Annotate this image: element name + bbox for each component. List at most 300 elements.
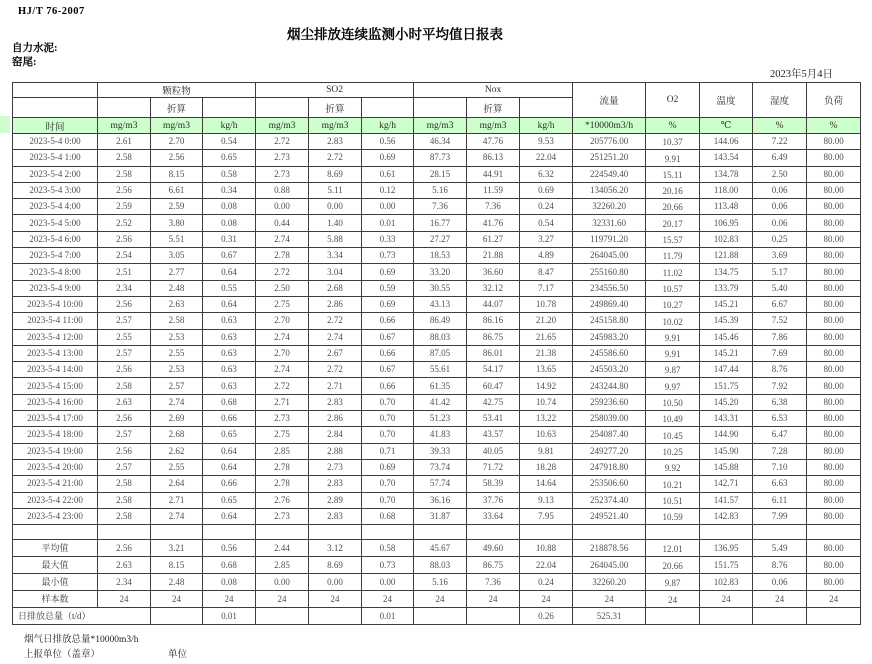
value-cell: 2.58 (98, 492, 151, 508)
time-cell: 2023-5-4 1:00 (13, 150, 98, 166)
spacer-row (13, 525, 861, 540)
header-pm-converted: 折算 (151, 98, 203, 118)
time-cell: 2023-5-4 4:00 (13, 199, 98, 215)
value-cell: 2.52 (98, 215, 151, 231)
value-cell: 80.00 (807, 231, 861, 247)
unit-cell: kg/h (520, 118, 573, 134)
value-cell: 11.79 (646, 248, 700, 264)
value-cell: 7.95 (520, 508, 573, 524)
value-cell: 37.76 (467, 492, 520, 508)
value-cell: 0.26 (520, 608, 573, 625)
value-cell: 0.00 (256, 574, 309, 591)
value-cell: 80.00 (807, 508, 861, 524)
value-cell: 145.20 (700, 394, 753, 410)
value-cell: 0.69 (520, 182, 573, 198)
value-cell: 80.00 (807, 296, 861, 312)
value-cell: 5.16 (414, 182, 467, 198)
value-cell: 2.57 (98, 459, 151, 475)
value-cell: 80.00 (807, 443, 861, 459)
value-cell: 2.73 (256, 508, 309, 524)
value-cell: 7.10 (753, 459, 807, 475)
value-cell: 234556.50 (573, 280, 646, 296)
value-cell: 2.59 (98, 199, 151, 215)
value-cell: 245503.20 (573, 362, 646, 378)
value-cell: 205776.00 (573, 134, 646, 150)
value-cell: 30.55 (414, 280, 467, 296)
value-cell: 247918.80 (573, 459, 646, 475)
value-cell: 27.27 (414, 231, 467, 247)
value-cell: 5.40 (753, 280, 807, 296)
value-cell: 0.68 (362, 508, 414, 524)
value-cell: 12.01 (646, 540, 700, 557)
value-cell: 0.00 (256, 199, 309, 215)
value-cell: 41.42 (414, 394, 467, 410)
value-cell: 54.17 (467, 362, 520, 378)
value-cell: 0.66 (362, 345, 414, 361)
value-cell: 6.11 (753, 492, 807, 508)
value-cell: 0.69 (362, 459, 414, 475)
value-cell: 24 (414, 591, 467, 608)
value-cell: 2.59 (151, 199, 203, 215)
value-cell: 0.63 (203, 313, 256, 329)
empty-cell (573, 525, 646, 540)
value-cell: 24 (467, 591, 520, 608)
value-cell: 2.50 (256, 280, 309, 296)
value-cell: 264045.00 (573, 557, 646, 574)
value-cell: 60.47 (467, 378, 520, 394)
value-cell: 80.00 (807, 427, 861, 443)
value-cell: 2.83 (309, 134, 362, 150)
unit-cell: % (646, 118, 700, 134)
value-cell: 0.67 (362, 329, 414, 345)
header-empty-cell (13, 83, 98, 98)
header-pm: 颗粒物 (98, 83, 256, 98)
time-cell: 2023-5-4 20:00 (13, 459, 98, 475)
value-cell: 3.34 (309, 248, 362, 264)
value-cell: 32260.20 (573, 199, 646, 215)
value-cell: 43.57 (467, 427, 520, 443)
unit-label: 单位 (168, 650, 188, 660)
value-cell: 2.74 (151, 508, 203, 524)
value-cell: 2.56 (98, 443, 151, 459)
value-cell: 53.41 (467, 411, 520, 427)
value-cell: 145.21 (700, 296, 753, 312)
empty-cell (467, 525, 520, 540)
value-cell: 2.69 (151, 411, 203, 427)
value-cell: 10.51 (646, 492, 700, 508)
flue-gas-total-label: 烟气日排放总量*10000m3/h (24, 635, 139, 645)
value-cell: 0.61 (362, 166, 414, 182)
value-cell (309, 608, 362, 625)
value-cell: 32260.20 (573, 574, 646, 591)
value-cell: 86.13 (467, 150, 520, 166)
value-cell: 2.89 (309, 492, 362, 508)
value-cell: 134.78 (700, 166, 753, 182)
summary-label: 样本数 (13, 591, 98, 608)
value-cell: 87.05 (414, 345, 467, 361)
standard-code: HJ/T 76-2007 (18, 6, 85, 17)
value-cell: 16.77 (414, 215, 467, 231)
empty-cell (362, 525, 414, 540)
value-cell: 2.71 (256, 394, 309, 410)
value-cell: 24 (520, 591, 573, 608)
value-cell: 4.89 (520, 248, 573, 264)
value-cell: 20.17 (646, 215, 700, 231)
value-cell: 24 (700, 591, 753, 608)
value-cell: 113.48 (700, 199, 753, 215)
value-cell: 24 (753, 591, 807, 608)
value-cell: 6.47 (753, 427, 807, 443)
value-cell: 2.88 (309, 443, 362, 459)
value-cell: 9.53 (520, 134, 573, 150)
time-cell: 2023-5-4 17:00 (13, 411, 98, 427)
value-cell: 80.00 (807, 199, 861, 215)
value-cell: 13.22 (520, 411, 573, 427)
unit-cell: kg/h (362, 118, 414, 134)
empty-cell (807, 525, 861, 540)
header-group-row (13, 83, 861, 98)
value-cell: 9.87 (646, 362, 700, 378)
time-cell: 2023-5-4 16:00 (13, 394, 98, 410)
value-cell: 3.04 (309, 264, 362, 280)
value-cell: 10.37 (646, 134, 700, 150)
value-cell: 254087.40 (573, 427, 646, 443)
value-cell: 251251.20 (573, 150, 646, 166)
time-cell: 2023-5-4 0:00 (13, 134, 98, 150)
hour-row (13, 443, 861, 459)
hour-row (13, 378, 861, 394)
hour-row (13, 215, 861, 231)
value-cell: 11.59 (467, 182, 520, 198)
hour-row (13, 248, 861, 264)
empty-cell (700, 525, 753, 540)
value-cell: 61.27 (467, 231, 520, 247)
value-cell: 2.55 (151, 459, 203, 475)
value-cell: 80.00 (807, 476, 861, 492)
value-cell: 2.57 (98, 313, 151, 329)
value-cell: 41.83 (414, 427, 467, 443)
hour-row (13, 134, 861, 150)
hour-row (13, 231, 861, 247)
summary-row (13, 557, 861, 574)
value-cell: 0.64 (203, 296, 256, 312)
value-cell: 45.67 (414, 540, 467, 557)
value-cell: 0.59 (362, 280, 414, 296)
value-cell: 2.50 (753, 166, 807, 182)
value-cell: 0.70 (362, 476, 414, 492)
value-cell: 0.67 (362, 362, 414, 378)
value-cell: 80.00 (807, 557, 861, 574)
value-cell: 0.01 (362, 608, 414, 625)
value-cell: 2.55 (151, 345, 203, 361)
value-cell: 2.74 (256, 329, 309, 345)
time-cell: 2023-5-4 15:00 (13, 378, 98, 394)
value-cell: 0.08 (203, 215, 256, 231)
value-cell: 39.33 (414, 443, 467, 459)
value-cell (807, 608, 861, 625)
value-cell: 2.58 (98, 476, 151, 492)
value-cell: 2.63 (151, 296, 203, 312)
unit-cell: ℃ (700, 118, 753, 134)
value-cell: 10.63 (520, 427, 573, 443)
value-cell: 5.51 (151, 231, 203, 247)
value-cell: 102.83 (700, 231, 753, 247)
value-cell: 2.75 (256, 296, 309, 312)
header-load: 负荷 (807, 83, 861, 118)
time-cell: 2023-5-4 6:00 (13, 231, 98, 247)
value-cell: 9.13 (520, 492, 573, 508)
value-cell: 0.65 (203, 492, 256, 508)
value-cell: 80.00 (807, 574, 861, 591)
value-cell: 15.57 (646, 231, 700, 247)
value-cell: 0.00 (309, 199, 362, 215)
value-cell: 0.12 (362, 182, 414, 198)
value-cell: 80.00 (807, 182, 861, 198)
value-cell: 2.68 (309, 280, 362, 296)
value-cell: 46.34 (414, 134, 467, 150)
value-cell: 2.71 (151, 492, 203, 508)
value-cell: 258039.00 (573, 411, 646, 427)
value-cell: 2.63 (98, 557, 151, 574)
value-cell: 2.74 (309, 329, 362, 345)
value-cell: 0.58 (362, 540, 414, 557)
value-cell: 145.90 (700, 443, 753, 459)
value-cell: 2.54 (98, 248, 151, 264)
value-cell: 10.57 (646, 280, 700, 296)
value-cell: 87.73 (414, 150, 467, 166)
value-cell: 0.65 (203, 150, 256, 166)
value-cell: 10.78 (520, 296, 573, 312)
empty-cell (520, 525, 573, 540)
value-cell: 2.86 (309, 296, 362, 312)
value-cell: 9.87 (646, 574, 700, 591)
value-cell: 73.74 (414, 459, 467, 475)
value-cell: 151.75 (700, 378, 753, 394)
value-cell: 44.91 (467, 166, 520, 182)
value-cell: 5.88 (309, 231, 362, 247)
value-cell: 2.58 (98, 150, 151, 166)
value-cell: 2.72 (256, 264, 309, 280)
header-empty-cell (203, 98, 256, 118)
value-cell: 0.70 (362, 411, 414, 427)
hour-row (13, 182, 861, 198)
value-cell: 2.74 (256, 231, 309, 247)
value-cell: 0.56 (203, 540, 256, 557)
value-cell: 119791.20 (573, 231, 646, 247)
value-cell: 6.49 (753, 150, 807, 166)
empty-cell (414, 525, 467, 540)
value-cell: 0.06 (753, 199, 807, 215)
value-cell (467, 608, 520, 625)
value-cell: 80.00 (807, 150, 861, 166)
value-cell: 118.00 (700, 182, 753, 198)
value-cell: 2.57 (151, 378, 203, 394)
value-cell: 3.27 (520, 231, 573, 247)
value-cell: 7.28 (753, 443, 807, 459)
hour-row (13, 492, 861, 508)
value-cell (414, 608, 467, 625)
value-cell: 10.02 (646, 313, 700, 329)
value-cell: 5.17 (753, 264, 807, 280)
value-cell: 0.55 (203, 280, 256, 296)
value-cell: 249869.40 (573, 296, 646, 312)
value-cell: 145.46 (700, 329, 753, 345)
value-cell: 2.83 (309, 394, 362, 410)
value-cell: 0.63 (203, 345, 256, 361)
value-cell: 80.00 (807, 459, 861, 475)
value-cell: 2.48 (151, 280, 203, 296)
value-cell: 249277.20 (573, 443, 646, 459)
header-nox-converted: 折算 (467, 98, 520, 118)
hour-row (13, 411, 861, 427)
value-cell: 51.23 (414, 411, 467, 427)
value-cell: 10.45 (646, 427, 700, 443)
value-cell: 2.44 (256, 540, 309, 557)
value-cell: 0.44 (256, 215, 309, 231)
value-cell: 245983.20 (573, 329, 646, 345)
value-cell: 0.64 (203, 264, 256, 280)
value-cell: 3.05 (151, 248, 203, 264)
value-cell: 10.88 (520, 540, 573, 557)
hour-row (13, 394, 861, 410)
value-cell: 2.72 (256, 134, 309, 150)
value-cell: 11.02 (646, 264, 700, 280)
value-cell: 6.32 (520, 166, 573, 182)
value-cell: 2.74 (256, 362, 309, 378)
value-cell (700, 608, 753, 625)
value-cell: 21.38 (520, 345, 573, 361)
value-cell: 144.06 (700, 134, 753, 150)
value-cell: 2.73 (309, 459, 362, 475)
value-cell: 2.85 (256, 443, 309, 459)
value-cell: 32331.60 (573, 215, 646, 231)
time-cell: 2023-5-4 18:00 (13, 427, 98, 443)
value-cell: 57.74 (414, 476, 467, 492)
value-cell: 6.63 (753, 476, 807, 492)
value-cell: 2.78 (256, 248, 309, 264)
value-cell: 0.69 (362, 296, 414, 312)
value-cell: 20.66 (646, 199, 700, 215)
value-cell: 88.03 (414, 557, 467, 574)
value-cell: 2.78 (256, 459, 309, 475)
value-cell: 41.76 (467, 215, 520, 231)
value-cell: 2.51 (98, 264, 151, 280)
value-cell: 2.70 (256, 313, 309, 329)
value-cell: 106.95 (700, 215, 753, 231)
value-cell: 9.91 (646, 329, 700, 345)
value-cell: 7.36 (414, 199, 467, 215)
value-cell: 9.92 (646, 459, 700, 475)
value-cell: 24 (309, 591, 362, 608)
value-cell (256, 608, 309, 625)
value-cell: 0.24 (520, 199, 573, 215)
value-cell: 80.00 (807, 166, 861, 182)
hour-row (13, 296, 861, 312)
value-cell: 13.65 (520, 362, 573, 378)
monitoring-point-name: 窑尾: (12, 57, 37, 68)
value-cell: 259236.60 (573, 394, 646, 410)
value-cell: 2.72 (309, 362, 362, 378)
value-cell: 7.99 (753, 508, 807, 524)
value-cell: 80.00 (807, 329, 861, 345)
header-nox: Nox (414, 83, 573, 98)
page-title: 烟尘排放连续监测小时平均值日报表 (287, 27, 503, 42)
unit-cell: mg/m3 (309, 118, 362, 134)
value-cell: 0.69 (362, 150, 414, 166)
header-empty-cell (414, 98, 467, 118)
summary-row (13, 591, 861, 608)
value-cell: 2.86 (309, 411, 362, 427)
empty-cell (98, 525, 151, 540)
value-cell (151, 608, 203, 625)
value-cell: 2.73 (256, 166, 309, 182)
value-cell: 24 (362, 591, 414, 608)
value-cell: 2.68 (151, 427, 203, 443)
value-cell: 243244.80 (573, 378, 646, 394)
value-cell: 252374.40 (573, 492, 646, 508)
value-cell: 21.88 (467, 248, 520, 264)
value-cell: 24 (807, 591, 861, 608)
value-cell: 0.67 (203, 248, 256, 264)
hour-row (13, 199, 861, 215)
value-cell: 0.63 (203, 362, 256, 378)
header-time: 时间 (13, 118, 98, 134)
value-cell: 255160.80 (573, 264, 646, 280)
hour-row (13, 264, 861, 280)
hour-row (13, 362, 861, 378)
value-cell: 0.25 (753, 231, 807, 247)
hour-row (13, 280, 861, 296)
value-cell (646, 608, 700, 625)
value-cell: 55.61 (414, 362, 467, 378)
value-cell: 24 (646, 591, 700, 608)
value-cell: 80.00 (807, 134, 861, 150)
value-cell: 2.72 (309, 150, 362, 166)
summary-label: 最大值 (13, 557, 98, 574)
value-cell: 253506.60 (573, 476, 646, 492)
value-cell: 142.71 (700, 476, 753, 492)
value-cell: 0.01 (203, 608, 256, 625)
value-cell: 0.63 (203, 378, 256, 394)
value-cell: 33.20 (414, 264, 467, 280)
value-cell: 0.71 (362, 443, 414, 459)
header-humidity: 湿度 (753, 83, 807, 118)
value-cell: 80.00 (807, 411, 861, 427)
value-cell: 15.11 (646, 166, 700, 182)
value-cell: 80.00 (807, 492, 861, 508)
value-cell: 2.56 (151, 150, 203, 166)
value-cell: 80.00 (807, 394, 861, 410)
time-cell: 2023-5-4 23:00 (13, 508, 98, 524)
hour-row (13, 329, 861, 345)
value-cell: 7.52 (753, 313, 807, 329)
value-cell: 2.67 (309, 345, 362, 361)
value-cell: 2.61 (98, 134, 151, 150)
value-cell: 10.27 (646, 296, 700, 312)
hour-row (13, 459, 861, 475)
value-cell: 0.66 (203, 411, 256, 427)
value-cell: 2.34 (98, 280, 151, 296)
value-cell: 2.56 (98, 182, 151, 198)
value-cell: 0.88 (256, 182, 309, 198)
value-cell: 8.76 (753, 557, 807, 574)
value-cell: 7.22 (753, 134, 807, 150)
value-cell: 80.00 (807, 313, 861, 329)
value-cell: 0.08 (203, 574, 256, 591)
hour-row (13, 166, 861, 182)
unit-cell: *10000m3/h (573, 118, 646, 134)
value-cell: 0.08 (203, 199, 256, 215)
